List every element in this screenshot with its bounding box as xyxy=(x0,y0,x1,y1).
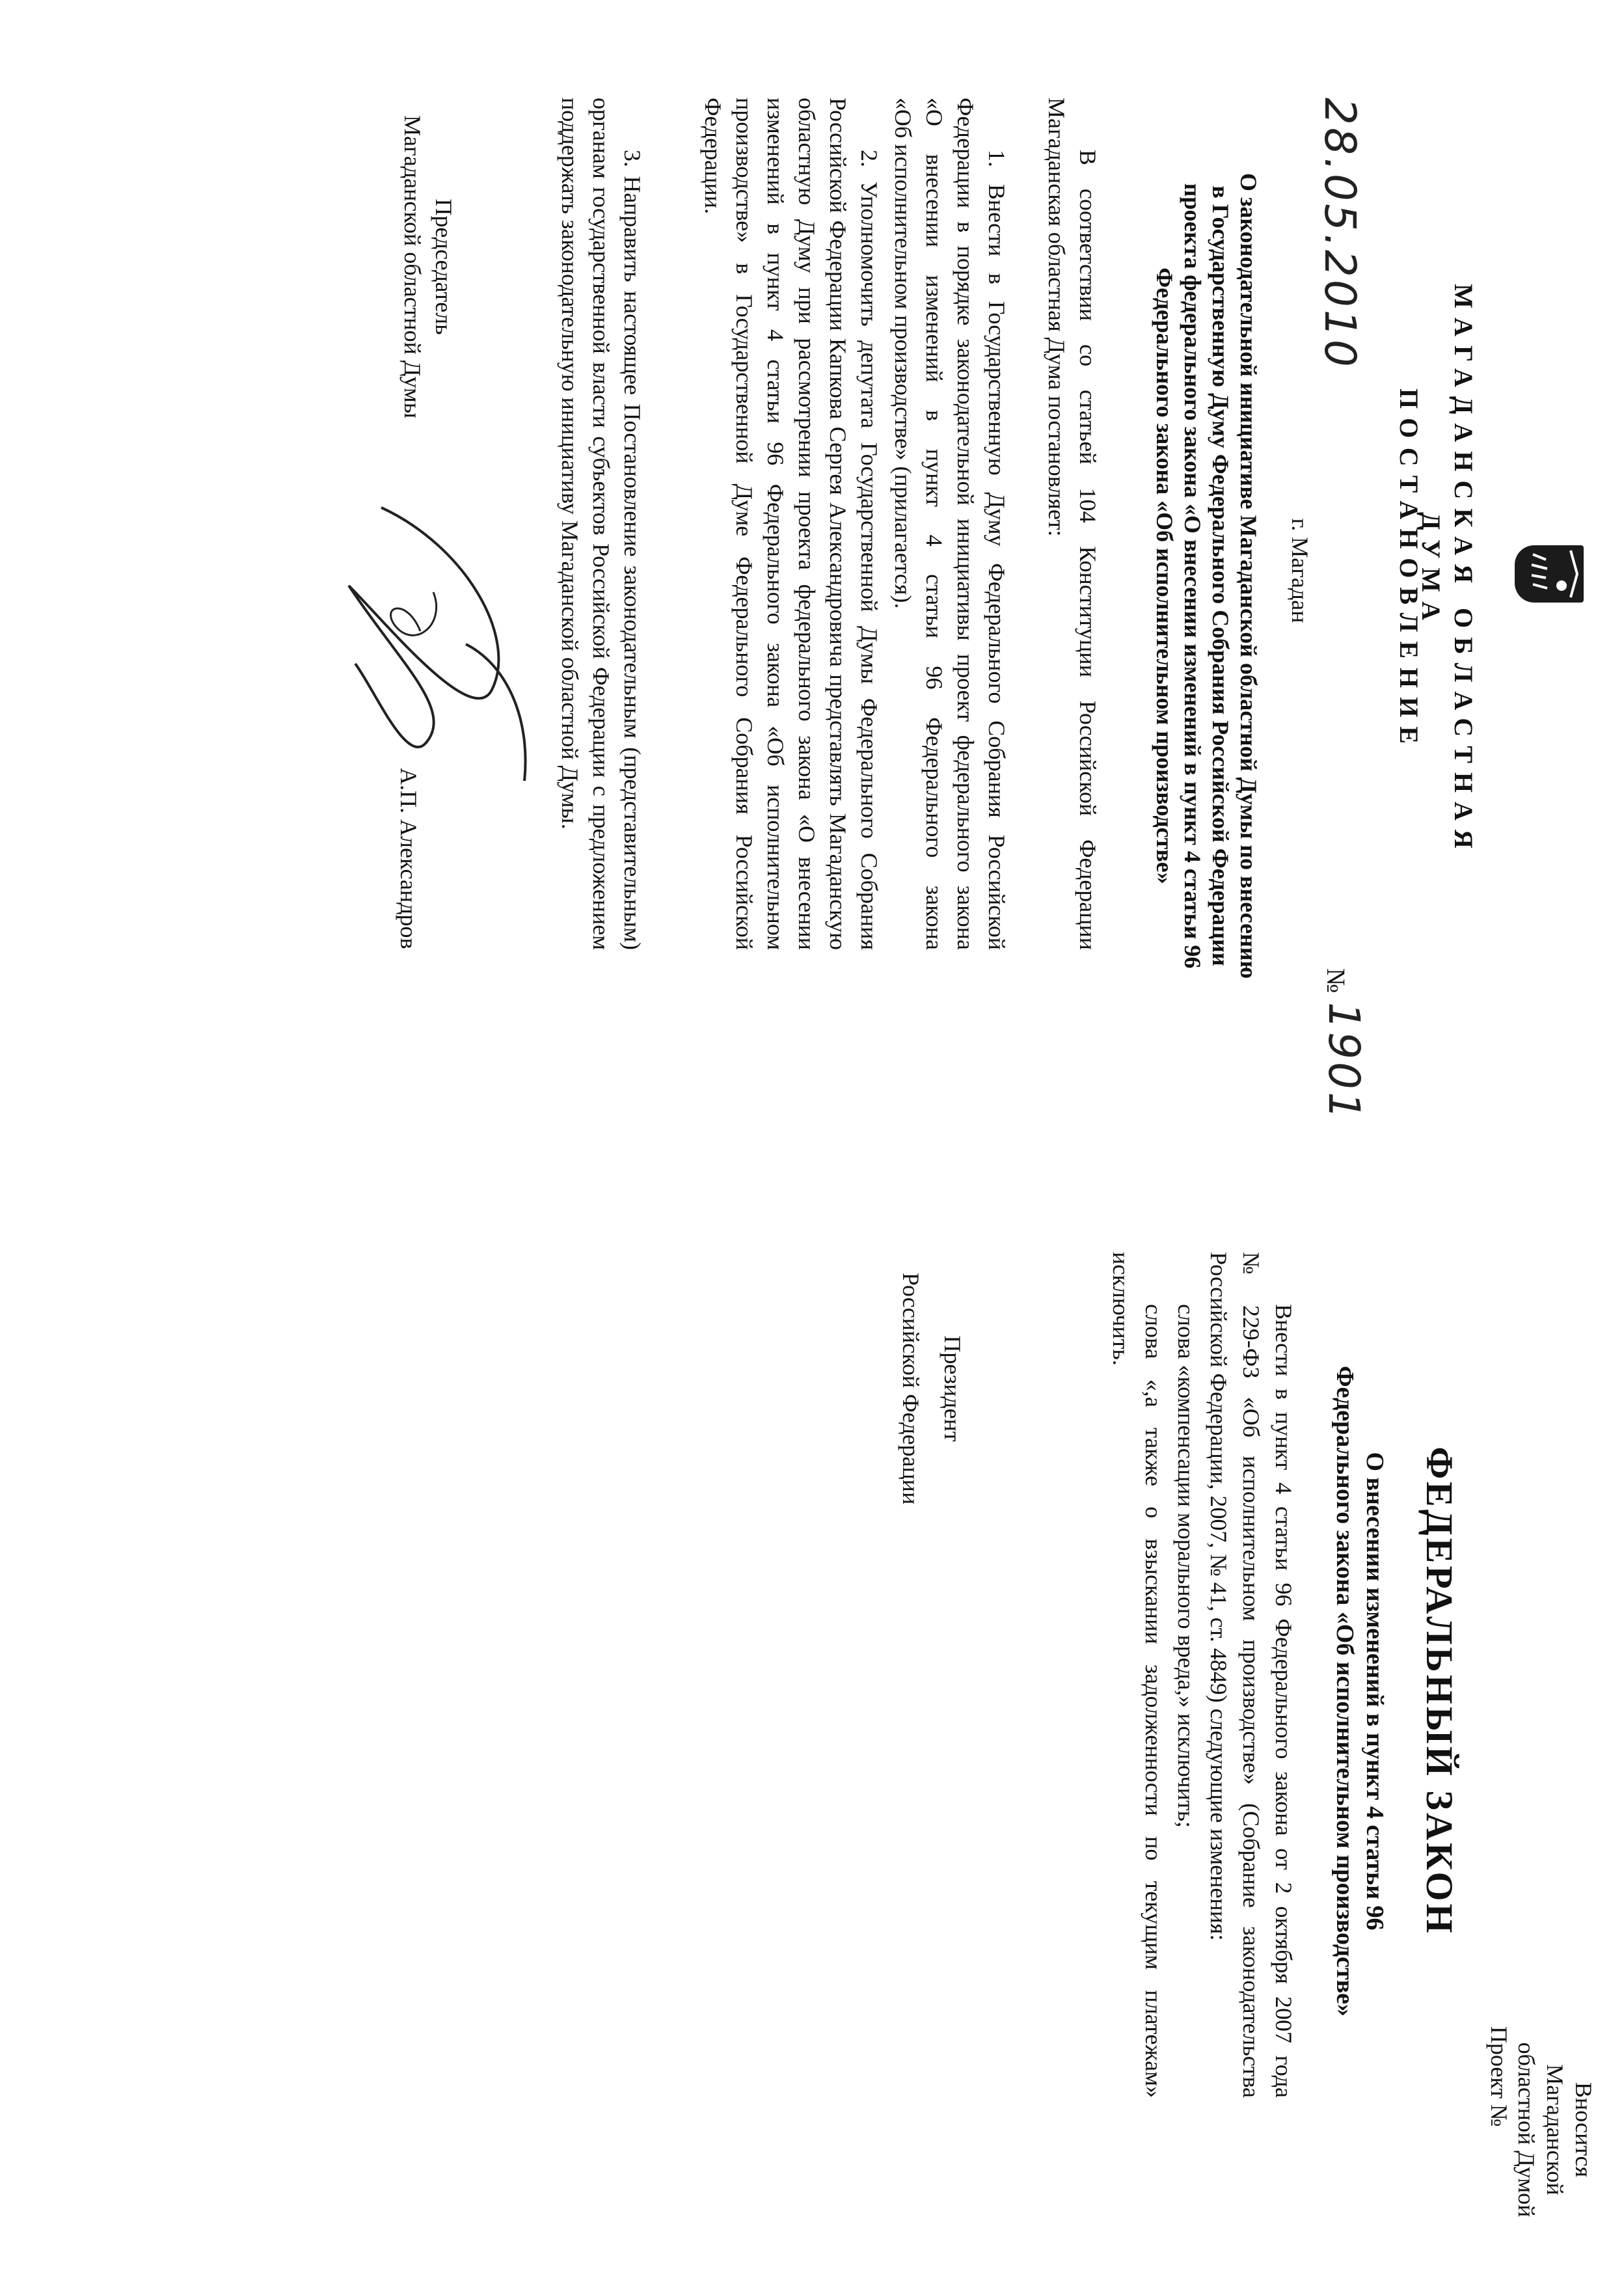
law-body: Внести в пункт 4 статьи 96 Федерального закона от 2 октября 2007 года № 229-ФЗ «Об исполнительном производстве» (Собрание законодательства Российской Федерации, 2007, № 41, ст. 4849) следующие изменения: слова «компенсации морального вреда,» исключить; слова «,а также о взыскании задолженности по текущим платежам» исключить. xyxy=(1108,1252,1297,2098)
org-name: МАГАДАНСКАЯ ОБЛАСТНАЯ ДУМА xyxy=(1416,284,1478,858)
city: г. Магадан xyxy=(1287,518,1313,623)
number-handwritten: 1901 xyxy=(1319,1002,1369,1122)
law-title: ФЕДЕРАЛЬНЫЙ ЗАКОН xyxy=(1418,1447,1461,1936)
paragraph-1: 1. Внести в Государственную Думу Федерального Собрания Российской Федерации в порядке законодательной инициативы проект федерального закона «О внесении изменений в пункт 4 статьи 96 Федерального закона «Об исполнительном производстве» (прилагается). xyxy=(890,98,1010,950)
coat-of-arms-icon xyxy=(1515,545,1584,603)
doc-type: ПОСТАНОВЛЕНИЕ xyxy=(1394,388,1424,753)
draft-law-page xyxy=(0,1141,1624,2282)
preamble: В соответствии со статьей 104 Конституции Российской Федерации Магаданская областная Дума постановляет: xyxy=(1044,98,1101,950)
law-subtitle: О внесении изменений в пункт 4 статьи 96 Федерального закона «Об исполнительном производстве» xyxy=(1331,1365,1388,2017)
signature-icon xyxy=(329,495,544,794)
paragraph-3: 3. Направить настоящее Постановление законодательным (представительным) органам государственной власти субъектов Российской Федерации с предложением поддержать законодательную инициативу Магаданской областной Думы. xyxy=(557,98,645,950)
paragraph-2: 2. Уполномочить депутата Государственной Думы Федерального Собрания Российской Федерации Капкова Сергея Александровича представлять Магаданскую областную Думу при рассмотрении проекта федерального закона «О внесении изменений в пункт 4 статьи 96 Федерального закона «Об исполнительном производстве» в Государственной Думе Федерального Собрания Российской Федерации. xyxy=(700,98,882,950)
signer-name: А.П. Александров xyxy=(396,768,422,949)
signer-title: Председатель Магаданской областной Думы xyxy=(399,115,457,418)
project-label: Проект № xyxy=(1486,2026,1512,2127)
president-title: Президент Российской Федерации xyxy=(898,1272,966,1505)
submitted-by: Вносится Магаданской областной Думой xyxy=(1513,2042,1597,2218)
subject: О законодательной инициативе Магаданской областной Думы по внесению в Государственную Думу Федерального Собрания Российской Федерации проекта федерального закона «О внесении изменений в пункт 4 статьи 96 Федерального закона «Об исполнительном производстве» xyxy=(1152,172,1262,979)
date-handwritten: 28.05.2010 xyxy=(1315,98,1365,370)
number-prefix: № xyxy=(1321,968,1351,994)
